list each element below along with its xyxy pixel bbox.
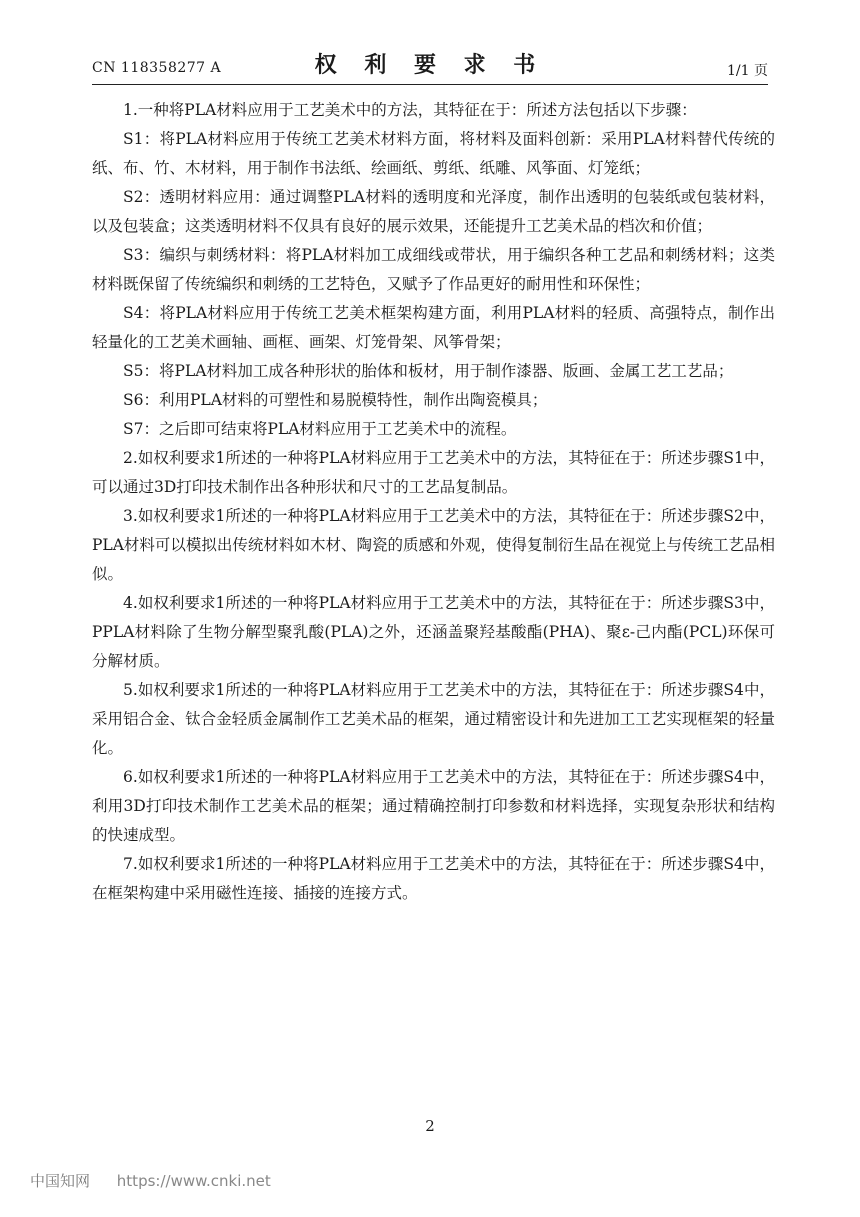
page-header (92, 46, 768, 82)
claim-1-step-s7: S7：之后即可结束将PLA材料应用于工艺美术中的流程。 (123, 420, 517, 438)
claim-7: 7.如权利要求1所述的一种将PLA材料应用于工艺美术中的方法，其特征在于：所述步骤S4中，在框架构建中采用磁性连接、插接的连接方式。 (92, 855, 775, 902)
claim-1-step-s6: S6：利用PLA材料的可塑性和易脱模特性，制作出陶瓷模具； (123, 391, 548, 409)
cnki-url[interactable]: https://www.cnki.net (116, 1172, 271, 1190)
claim-1-step-s5: S5：将PLA材料加工成各种形状的胎体和板材，用于制作漆器、版画、金属工艺工艺品； (123, 362, 734, 380)
cnki-logo-text: 中国知网 (30, 1172, 91, 1190)
claims-body (92, 96, 775, 908)
page-info: 1/1 页 (727, 63, 768, 79)
claim-1-step-s2: S2：透明材料应用：通过调整PLA材料的透明度和光泽度，制作出透明的包装纸或包装材料，以及包装盒；这类透明材料不仅具有良好的展示效果，还能提升工艺美术品的档次和价值； (92, 188, 775, 235)
patent-number: CN 118358277 A (92, 60, 222, 76)
claim-1: 1.一种将PLA材料应用于工艺美术中的方法，其特征在于：所述方法包括以下步骤： (123, 101, 697, 119)
claim-5: 5.如权利要求1所述的一种将PLA材料应用于工艺美术中的方法，其特征在于：所述步骤S4中，采用铝合金、钛合金轻质金属制作工艺美术品的框架，通过精密设计和先进加工工艺实现框架的轻量化。 (92, 681, 775, 757)
claim-1-step-s3: S3：编织与刺绣材料：将PLA材料加工成细线或带状，用于编织各种工艺品和刺绣材料；这类材料既保留了传统编织和刺绣的工艺特色，又赋予了作品更好的耐用性和环保性； (92, 246, 775, 293)
header-divider (92, 84, 768, 85)
claim-1-step-s4: S4：将PLA材料应用于传统工艺美术框架构建方面，利用PLA材料的轻质、高强特点，制作出轻量化的工艺美术画轴、画框、画架、灯笼骨架、风筝骨架； (92, 304, 775, 351)
document-title: 权 利 要 求 书 (314, 52, 546, 78)
claim-4: 4.如权利要求1所述的一种将PLA材料应用于工艺美术中的方法，其特征在于：所述步骤S3中，PPLA材料除了生物分解型聚乳酸(PLA)之外，还涵盖聚羟基酸酯(PHA)、聚ε-己内酯(PCL)环保可分解材质。 (92, 594, 775, 670)
claim-1-step-s1: S1：将PLA材料应用于传统工艺美术材料方面，将材料及面料创新：采用PLA材料替代传统的纸、布、竹、木材料，用于制作书法纸、绘画纸、剪纸、纸雕、风筝面、灯笼纸； (92, 130, 775, 177)
claim-6: 6.如权利要求1所述的一种将PLA材料应用于工艺美术中的方法，其特征在于：所述步骤S4中，利用3D打印技术制作工艺美术品的框架；通过精确控制打印参数和材料选择，实现复杂形状和结构的快速成型。 (92, 768, 775, 844)
claim-2: 2.如权利要求1所述的一种将PLA材料应用于工艺美术中的方法，其特征在于：所述步骤S1中，可以通过3D打印技术制作出各种形状和尺寸的工艺品复制品。 (92, 449, 775, 496)
page-number: 2 (425, 1117, 435, 1135)
footer-watermark (30, 1170, 271, 1191)
claim-3: 3.如权利要求1所述的一种将PLA材料应用于工艺美术中的方法，其特征在于：所述步骤S2中，PLA材料可以模拟出传统材料如木材、陶瓷的质感和外观，使得复制衍生品在视觉上与传统工艺品相似。 (92, 507, 775, 583)
